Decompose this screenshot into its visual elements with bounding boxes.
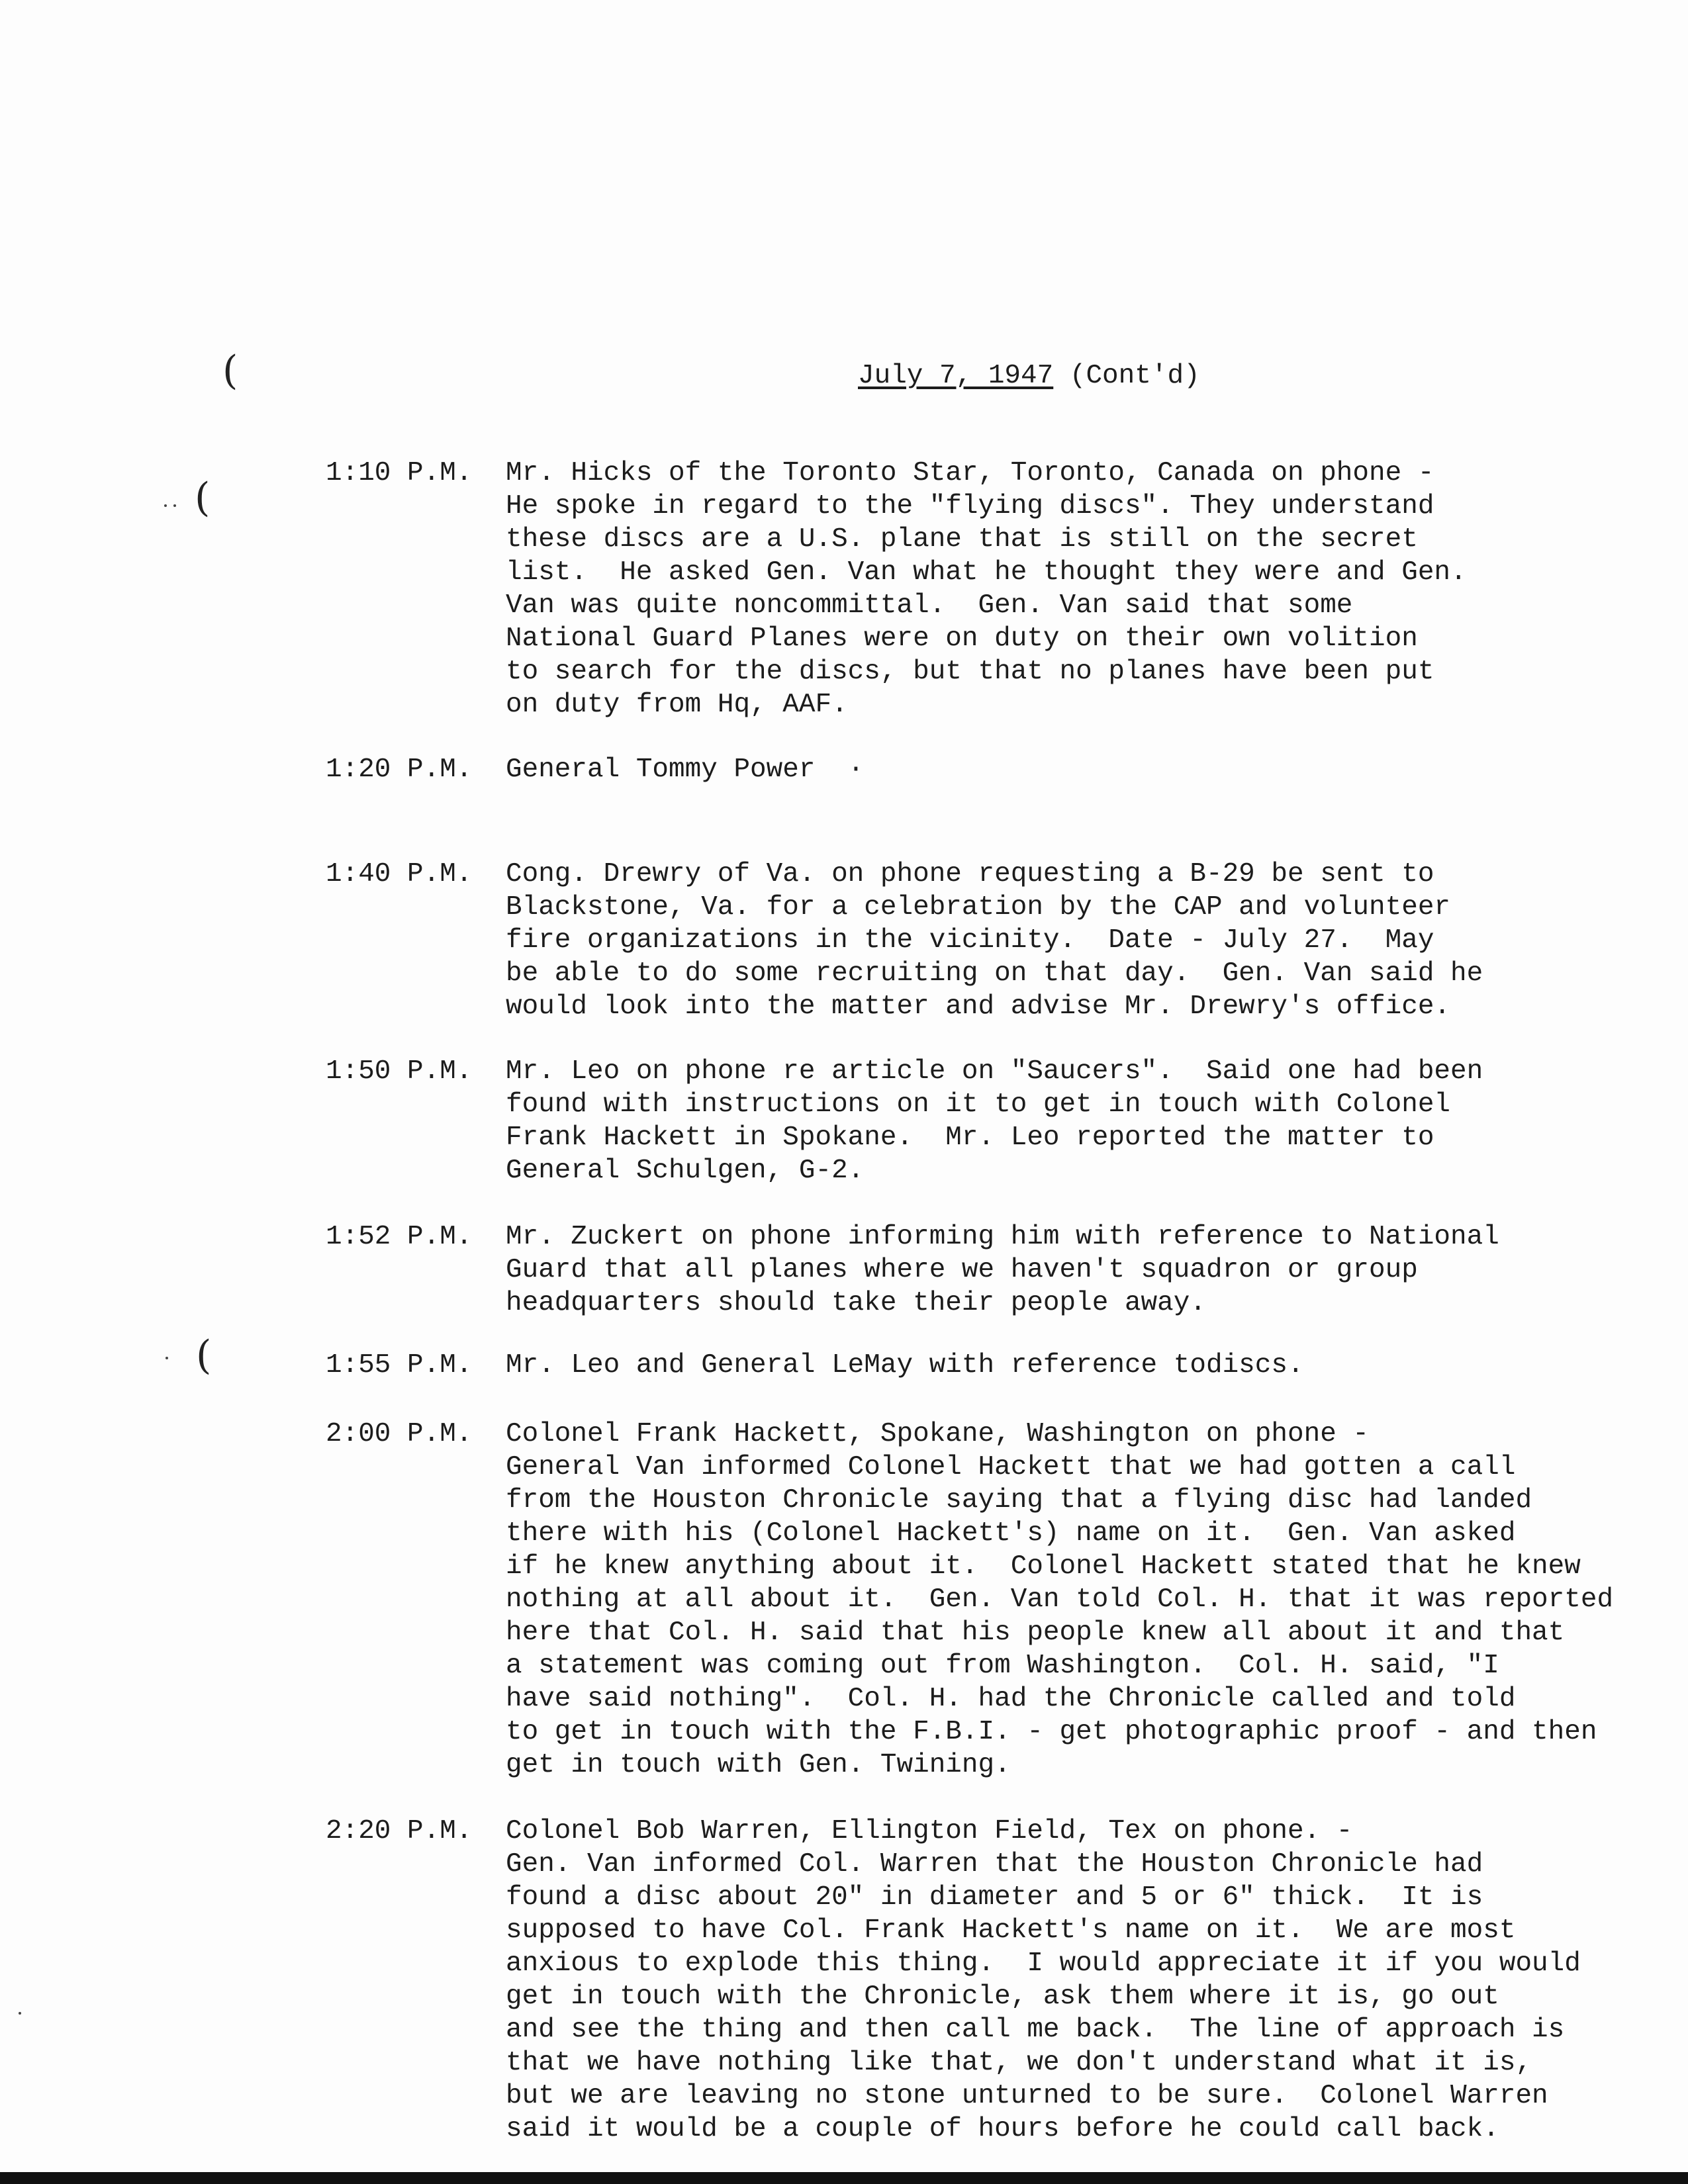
- entry-line: have said nothing". Col. H. had the Chronicle called and told: [506, 1684, 1516, 1714]
- entry-line: Mr. Leo on phone re article on "Saucers". Said one had been: [506, 1056, 1483, 1087]
- entry-line: Blackstone, Va. for a celebration by the CAP and volunteer: [506, 892, 1451, 923]
- entry-line: General Schulgen, G-2.: [506, 1156, 865, 1186]
- entry-line: He spoke in regard to the "flying discs". They understand: [506, 491, 1434, 522]
- entry-text: [506, 858, 1483, 1023]
- entry-time: 1:50 P.M.: [326, 1056, 473, 1087]
- entry-line: Colonel Frank Hackett, Spokane, Washington on phone -: [506, 1419, 1370, 1449]
- entry-line: get in touch with Gen. Twining.: [506, 1750, 1011, 1780]
- entry-line: and see the thing and then call me back. The line of approach is: [506, 2015, 1565, 2045]
- entry-line: supposed to have Col. Frank Hackett's name on it. We are most: [506, 1915, 1516, 1946]
- entry-line: headquarters should take their people away.: [506, 1288, 1206, 1318]
- entry-line: to get in touch with the F.B.I. - get photographic proof - and then: [506, 1717, 1597, 1747]
- scan-bottom-edge: [0, 2172, 1688, 2184]
- entry-text: [506, 457, 1467, 721]
- entry-time: 2:20 P.M.: [326, 1816, 473, 1846]
- entry-time: 1:40 P.M.: [326, 859, 473, 889]
- entry-line: but we are leaving no stone unturned to be sure. Colonel Warren: [506, 2081, 1548, 2111]
- entry-line: to search for the discs, but that no planes have been put: [506, 657, 1434, 687]
- entry-time: 1:55 P.M.: [326, 1350, 473, 1381]
- entry-line: a statement was coming out from Washington. Col. H. said, "I: [506, 1651, 1499, 1681]
- speck-mark: [19, 2012, 21, 2015]
- entry-text: [506, 1220, 1499, 1320]
- entry-line: Guard that all planes where we haven't squadron or group: [506, 1255, 1418, 1285]
- entry-line: Colonel Bob Warren, Ellington Field, Tex on phone. -: [506, 1816, 1353, 1846]
- entry-line: General Tommy Power ·: [506, 754, 865, 785]
- entry-line: get in touch with the Chronicle, ask them where it is, go out: [506, 1981, 1499, 2012]
- entry-line: these discs are a U.S. plane that is still on the secret: [506, 524, 1418, 555]
- entry-text: [506, 1418, 1613, 1782]
- entry-line: be able to do some recruiting on that day. Gen. Van said he: [506, 958, 1483, 989]
- entry-line: Van was quite noncommittal. Gen. Van said that some: [506, 590, 1353, 621]
- entry-line: nothing at all about it. Gen. Van told Col. H. that it was reported: [506, 1584, 1614, 1615]
- entry-line: on duty from Hq, AAF.: [506, 690, 848, 720]
- entry-line: would look into the matter and advise Mr. Drewry's office.: [506, 991, 1451, 1022]
- entry-line: General Van informed Colonel Hackett that we had gotten a call: [506, 1452, 1516, 1482]
- entry-line: list. He asked Gen. Van what he thought they were and Gen.: [506, 557, 1467, 588]
- entry-line: Mr. Leo and General LeMay with reference todiscs.: [506, 1350, 1304, 1381]
- entry-line: Gen. Van informed Col. Warren that the Houston Chronicle had: [506, 1849, 1483, 1880]
- entry-line: Frank Hackett in Spokane. Mr. Leo reported the matter to: [506, 1122, 1434, 1153]
- speck-mark: [164, 504, 167, 507]
- entry-line: if he knew anything about it. Colonel Hackett stated that he knew: [506, 1551, 1581, 1582]
- title-date: July 7, 1947: [858, 361, 1054, 391]
- entry-line: anxious to explode this thing. I would appreciate it if you would: [506, 1948, 1581, 1979]
- entry-line: fire organizations in the vicinity. Date - July 27. May: [506, 925, 1434, 956]
- entry-line: found a disc about 20" in diameter and 5 or 6" thick. It is: [506, 1882, 1483, 1913]
- entry-line: said it would be a couple of hours before he could call back.: [506, 2114, 1499, 2144]
- entry-text: [506, 1815, 1581, 2146]
- margin-mark: (: [195, 475, 211, 521]
- entry-line: National Guard Planes were on duty on their own volition: [506, 623, 1418, 654]
- entry-line: that we have nothing like that, we don't understand what it is,: [506, 2048, 1532, 2078]
- entry-line: Mr. Hicks of the Toronto Star, Toronto, Canada on phone -: [506, 458, 1434, 488]
- entry-text: [506, 753, 864, 786]
- entry-time: 1:20 P.M.: [326, 754, 473, 785]
- entry-line: here that Col. H. said that his people knew all about it and that: [506, 1617, 1565, 1648]
- entry-line: Cong. Drewry of Va. on phone requesting a B-29 be sent to: [506, 859, 1434, 889]
- speck-mark: [173, 504, 176, 507]
- entry-time: 2:00 P.M.: [326, 1419, 473, 1449]
- entry-text: [506, 1055, 1483, 1187]
- entry-time: 1:10 P.M.: [326, 458, 473, 488]
- page-title: [858, 356, 1200, 396]
- entry-text: [506, 1349, 1304, 1382]
- margin-mark: (: [222, 347, 238, 394]
- entry-line: found with instructions on it to get in touch with Colonel: [506, 1089, 1451, 1120]
- entry-line: from the Houston Chronicle saying that a flying disc had landed: [506, 1485, 1532, 1516]
- title-suffix: (Cont'd): [1053, 361, 1200, 391]
- entry-line: there with his (Colonel Hackett's) name on it. Gen. Van asked: [506, 1518, 1516, 1549]
- speck-mark: [165, 1357, 168, 1359]
- entry-time: 1:52 P.M.: [326, 1222, 473, 1252]
- entry-line: Mr. Zuckert on phone informing him with reference to National: [506, 1222, 1499, 1252]
- margin-mark: (: [196, 1332, 212, 1379]
